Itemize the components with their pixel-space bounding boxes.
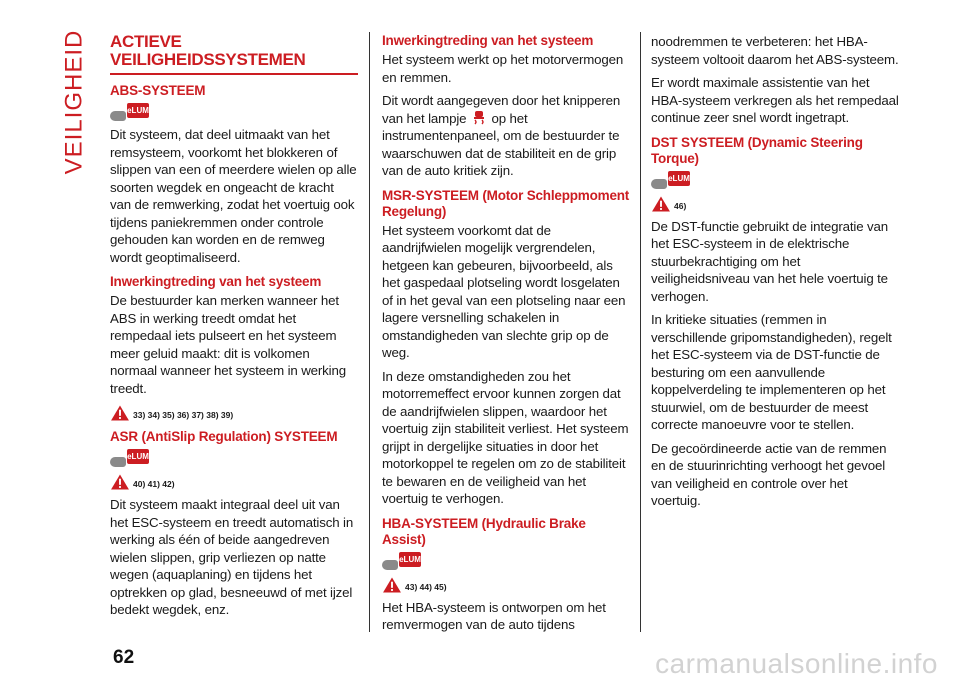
elum-marker <box>110 447 358 469</box>
engage-text-a: Dit wordt aangegeven door het knipperen van het lampje <box>382 93 621 126</box>
warning-references <box>651 194 899 212</box>
warning-references <box>110 472 358 490</box>
elum-badge: eLUM <box>668 171 690 186</box>
watermark-text: carmanualsonline.info <box>655 648 938 679</box>
engage-heading: Inwerkingtreding van het systeem <box>382 33 594 48</box>
page-title: ACTIEVE VEILIGHEIDSSYSTEMEN <box>110 33 358 75</box>
hba-heading: HBA-SYSTEEM (Hydraulic Brake Assist) <box>382 515 586 547</box>
elum-badge: eLUM <box>127 103 149 118</box>
pointing-hand-icon <box>382 560 398 570</box>
section-side-label <box>58 29 90 175</box>
warning-refs-text: 40) 41) 42) <box>133 479 175 489</box>
abs-description: Dit systeem, dat deel uitmaakt van het remsysteem, voorkomt het blokkeren of slippen van een of meerdere wielen op alle soorten wegdek en ongeacht de kracht van de remwerking, zodat het voertuig ook tijdens paniekremmen onder controle gehouden kan worden en de remweg wordt geoptimaliseerd. <box>110 127 357 265</box>
elum-marker <box>382 550 630 572</box>
msr-heading: MSR-SYSTEEM (Motor Schleppmoment Regelung) <box>382 187 630 219</box>
page-number: 62 <box>113 647 135 668</box>
elum-badge: eLUM <box>399 552 421 567</box>
hba-continued: noodremmen te verbeteren: het HBA-systeem voltooit daarom het ABS-systeem. <box>651 34 899 67</box>
engage-text-b: op het instrumentenpaneel, om de bestuurder te waarschuwen dat de stabiliteit en de grip van de auto kritiek zijn. <box>382 110 620 178</box>
elum-icon <box>110 103 150 123</box>
elum-badge: eLUM <box>127 449 149 464</box>
side-label-text: VEILIGHEID <box>60 29 87 175</box>
column-1 <box>110 33 358 625</box>
elum-marker <box>651 169 899 191</box>
column-2 <box>382 33 630 640</box>
elum-icon <box>110 449 150 469</box>
warning-refs-text: 43) 44) 45) <box>405 581 447 592</box>
warning-refs-text: 46) <box>674 200 687 211</box>
abs-heading: ABS-SYSTEEM <box>110 83 206 98</box>
hba-description: Het HBA-systeem is ontworpen om het remvermogen van de auto tijdens <box>382 599 606 632</box>
warning-triangle-icon <box>382 577 402 593</box>
elum-icon <box>651 171 691 191</box>
elum-icon <box>382 552 422 572</box>
dst-description-1: De DST-functie gebruikt de integratie van het ESC-systeem in de elektrische stuurbekrachtiging om het veiligheidsniveau van het hele voertuig te verhogen. <box>651 218 889 304</box>
warning-triangle-icon <box>110 405 130 421</box>
hba-description-2: Er wordt maximale assistentie van het HBA-systeem verkregen als het rempedaal continue zeer snel wordt ingetrapt. <box>651 75 899 125</box>
asr-heading: ASR (AntiSlip Regulation) SYSTEEM <box>110 429 338 444</box>
engage-description-1: Het systeem werkt op het motorvermogen en remmen. <box>382 52 624 85</box>
warning-refs-text: 33) 34) 35) 36) 37) 38) 39) <box>133 410 234 420</box>
engage-description-2 <box>382 92 630 180</box>
pointing-hand-icon <box>110 457 126 467</box>
column-divider <box>640 32 641 632</box>
dst-description-2: In kritieke situaties (remmen in verschillende gripomstandigheden), regelt het ESC-systeem via de DST-functie de besturing om een aanvullende koppelverdeling te implementeren op het stuurwiel, om de bestuurder de meest correcte manoeuvre voor te stellen. <box>651 312 892 432</box>
column-3 <box>651 33 899 516</box>
warning-triangle-icon <box>651 196 671 212</box>
msr-description-2: In deze omstandigheden zou het motorremeffect ervoor kunnen zorgen dat de aandrijfwielen slippen, waardoor het voertuig zijn stabiliteit verliest. Het systeem grijpt in dergelijke situaties in door het motorkoppel te regelen om zo de stabiliteit te bewaren en de veiligheid van het voertuig te verhogen. <box>382 368 629 506</box>
dst-description-3: De gecoördineerde actie van de remmen en de stuurinrichting verhoogt het gevoel van veiligheid en controle over het voertuig. <box>651 440 887 508</box>
elum-marker <box>110 101 358 123</box>
dst-heading: DST SYSTEEM (Dynamic Steering Torque) <box>651 134 863 166</box>
column-divider <box>369 32 370 632</box>
warning-references <box>110 403 358 421</box>
asr-description: Dit systeem maakt integraal deel uit van het ESC-systeem en treedt automatisch in werking als één of beide aangedreven wielen slippen, grip verliezen op natte wegen (aquaplaning) en tijdens het optrekken op glad, besneeuwd of met ijzel bedekt wegdek, enz. <box>110 497 354 617</box>
warning-references <box>382 575 630 593</box>
abs-engage-description: De bestuurder kan merken wanneer het ABS in werking treedt omdat het rempedaal iets pulseert en het systeem meer geluid maakt: dit is volkomen normaal wanneer het systeem in werking treedt. <box>110 293 346 396</box>
skid-warning-lamp-icon <box>472 110 486 125</box>
msr-description-1: Het systeem voorkomt dat de aandrijfwielen mogelijk vergrendelen, hetgeen kan gebeuren, bijvoorbeeld, als het gaspedaal plotseling wordt losgelaten of in het geval van een plotseling naar een lagere versnelling schakelen in omstandigheden van slechte grip op de weg. <box>382 222 626 360</box>
pointing-hand-icon <box>651 179 667 189</box>
warning-triangle-icon <box>110 474 130 490</box>
abs-engage-heading: Inwerkingtreding van het systeem <box>110 274 322 289</box>
pointing-hand-icon <box>110 111 126 121</box>
